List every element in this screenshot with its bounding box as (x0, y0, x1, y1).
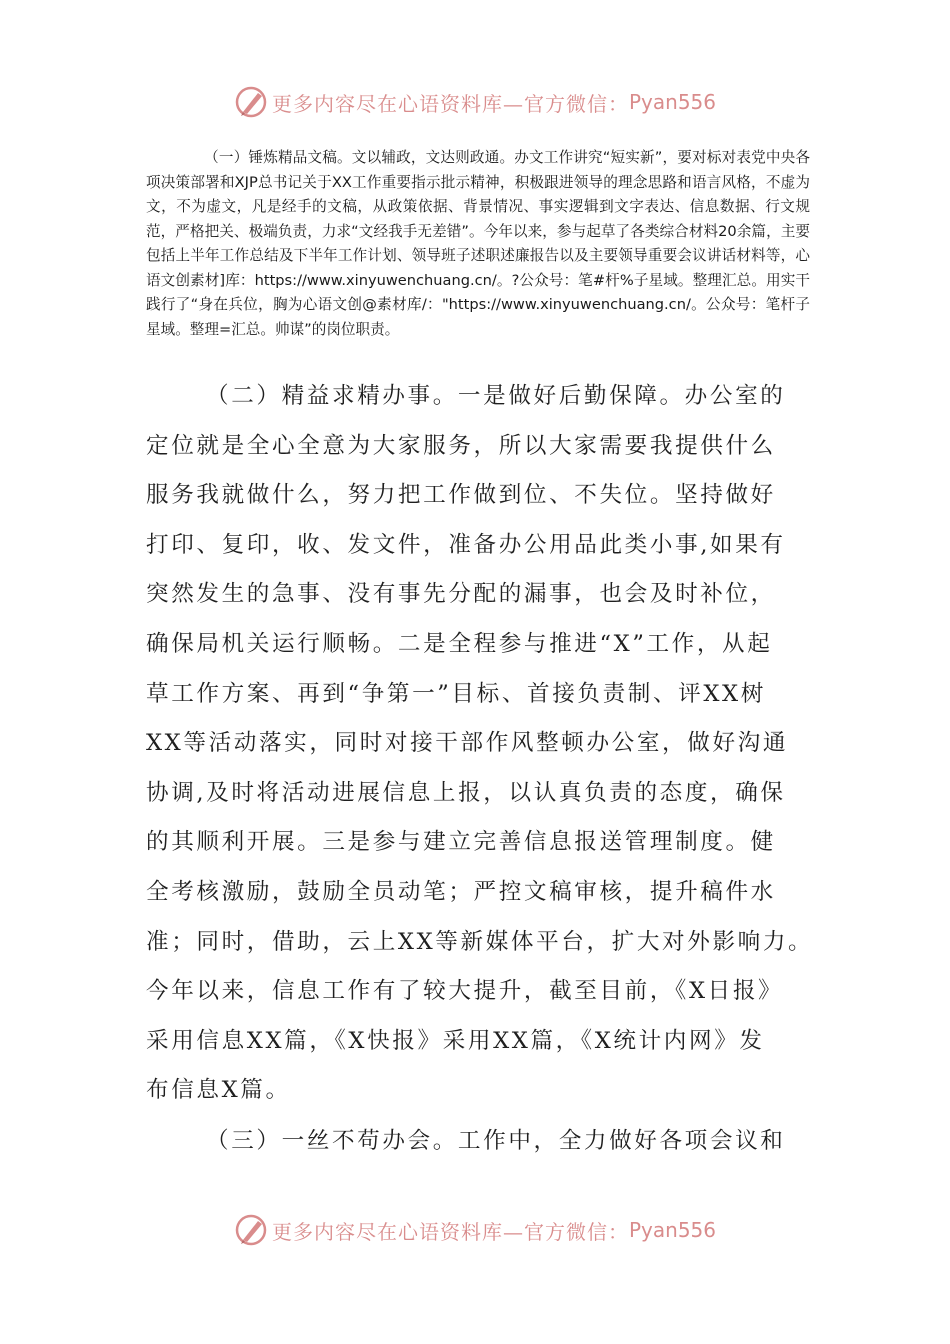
paragraph-2-line: 草工作方案、再到“争第一”目标、首接负责制、评XX树 (146, 680, 766, 707)
banner-text: 更多内容尽在心语资料库—官方微信： (271, 91, 629, 116)
paragraph-2-line: 协调,及时将活动进展信息上报，以认真负责的态度，确保 (146, 779, 786, 806)
paragraph-2-line: 打印、复印，收、发文件，准备办公用品此类小事,如果有 (146, 531, 786, 558)
paragraph-2-line: 服务我就做什么，努力把工作做到位、不失位。坚持做好 (146, 482, 776, 509)
paragraph-2-line: 布信息X篇。 (146, 1077, 291, 1104)
paragraph-2-line: 突然发生的急事、没有事先分配的漏事，也会及时补位， (146, 581, 776, 608)
paragraph-1-text: （一）锤炼精品文稿。文以辅政，文达则政通。办文工作讲究“短实新”，要对标对表党中央各项决策部署和XJP总书记关于XX工作重要指示批示精神，积极跟进领导的理念思路和语言风格，不虚为文，不为虚文，凡是经手的文稿，从政策依据、背景情况、事实逻辑到文字表达、信息数据、行文规范，严格把关、极端负责，力求“文经我手无差错”。今年以来，参与起草了各类综合材料20余篇，主要包括上半年工作总结及下半年工作计划、领导班子述职述廉报告以及主要领导重要会议讲话材料等，心语文创素材]库：https://www.xinyuwenchuang.cn/。?公众号：笔#杆%子星域。整理汇总。用实干践行了“身在兵位，胸为心语文创@素材库/："https://www.xinyuwenchuang.cn/。公众号：笔杆子星域。整理=汇总。帅谋”的岗位职责。 (146, 149, 810, 338)
paragraph-2-line: 确保局机关运行顺畅。二是全程参与推进“X”工作，从起 (146, 630, 773, 657)
header-banner (0, 80, 950, 124)
paragraph-3-line: （三）一丝不苟办会。工作中，全力做好各项会议和 (206, 1128, 786, 1154)
paragraph-2-line: 全考核激励，鼓励全员动笔；严控文稿审核，提升稿件水 (146, 878, 776, 905)
paragraph-2-line: 今年以来，信息工作有了较大提升，截至目前，《X日报》 (146, 978, 784, 1005)
paragraph-2-line: 准；同时，借助，云上XX等新媒体平台，扩大对外影响力。 (146, 928, 814, 955)
paragraph-2-line: 采用信息XX篇，《X快报》采用XX篇，《X统计内网》发 (146, 1027, 765, 1054)
banner-wechat-id: Pyan556 (628, 1218, 716, 1242)
paragraph-2-line: 定位就是全心全意为大家服务，所以大家需要我提供什么 (146, 432, 776, 459)
banner-text: 更多内容尽在心语资料库—官方微信： (271, 1219, 629, 1244)
pen-logo-icon (234, 1213, 268, 1247)
paragraph-2 (146, 372, 836, 1116)
paragraph-1 (146, 146, 810, 342)
paragraph-2-line: XX等活动落实，同时对接干部作风整顿办公室，做好沟通 (146, 730, 789, 757)
footer-banner (0, 1208, 950, 1252)
banner-wechat-id: Pyan556 (628, 90, 716, 114)
paragraph-2-line: 的其顺利开展。三是参与建立完善信息报送管理制度。健 (146, 829, 776, 856)
paragraph-2-line: （二）精益求精办事。一是做好后勤保障。办公室的 (206, 383, 786, 409)
pen-logo-icon (234, 85, 268, 119)
paragraph-3 (146, 1117, 836, 1167)
